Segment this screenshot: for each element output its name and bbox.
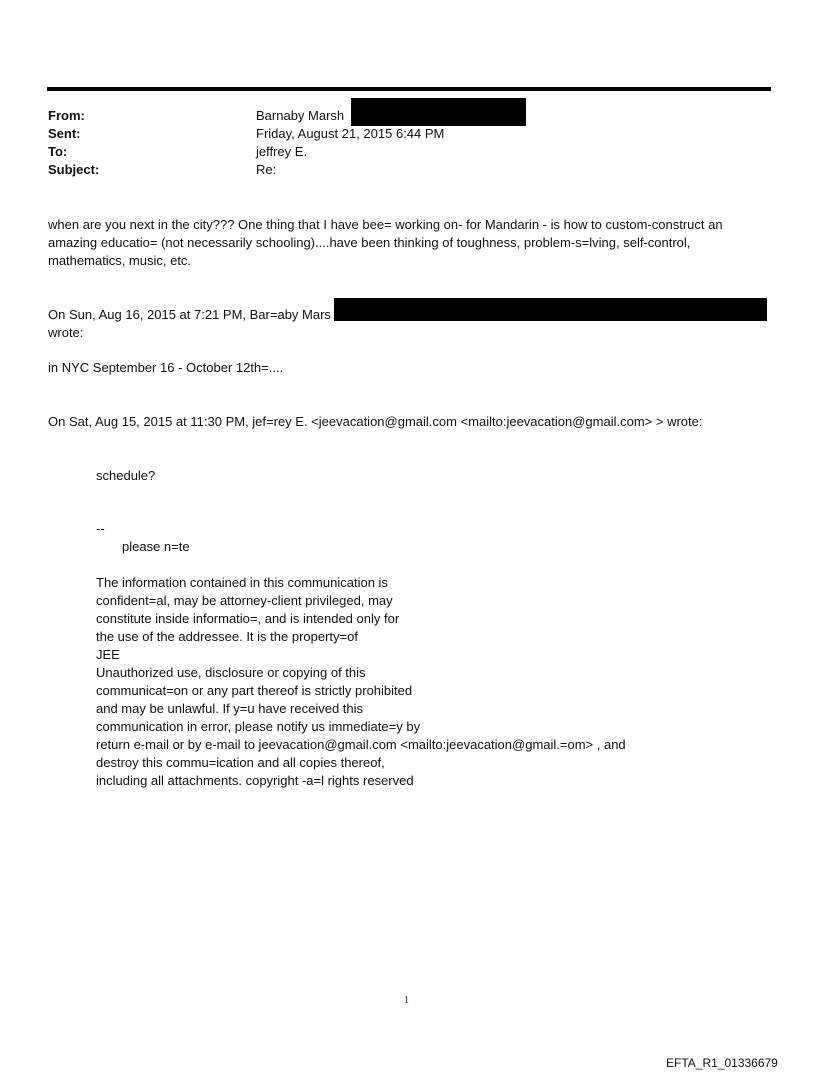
to-value: jeffrey E. [256,144,308,159]
body-line: mathematics, music, etc. [48,253,192,268]
subject-value: Re: [256,162,277,177]
body-line: amazing educatio= (not necessarily schooling)....have been thinking of toughness, problem-s=lving, self-control, [48,235,691,250]
quote-attribution: On Sun, Aug 16, 2015 at 7:21 PM, Bar=aby Mars [48,307,331,322]
disclaimer-line: communicat=on or any part thereof is strictly prohibited [96,683,413,698]
quote-text: in NYC September 16 - October 12th=.... [48,360,284,375]
disclaimer-line: JEE [96,647,120,662]
from-value: Barnaby Marsh [256,108,345,123]
body-line: when are you next in the city??? One thing that I have bee= working on- for Mandarin - is how to custom-construct an [48,217,723,232]
to-label: To: [48,144,68,159]
disclaimer-line: communication in error, please notify us immediate=y by [96,719,421,734]
disclaimer-line: and may be unlawful. If y=u have received this [96,701,364,716]
disclaimer-line: the use of the addressee. It is the property=of [96,629,358,644]
disclaimer-line: constitute inside informatio=, and is intended only for [96,611,400,626]
quote-attribution-wrote: wrote: [48,325,84,340]
redaction-block [334,298,767,321]
disclaimer-line: The information contained in this communication is [96,575,388,590]
disclaimer-line: destroy this commu=ication and all copies thereof, [96,755,385,770]
quote-text: schedule? [96,468,156,483]
sent-label: Sent: [48,126,81,141]
disclaimer-line: confident=al, may be attorney-client privileged, may [96,593,393,608]
subject-label: Subject: [48,162,100,177]
header-divider [47,87,771,91]
document-id: EFTA_R1_01336679 [666,1056,778,1070]
disclaimer-line: Unauthorized use, disclosure or copying of this [96,665,366,680]
disclaimer-line: including all attachments. copyright -a=l rights reserved [96,773,414,788]
signature-dashes: -- [96,521,105,536]
page-number: 1 [404,995,409,1006]
quote-attribution: On Sat, Aug 15, 2015 at 11:30 PM, jef=rey E. <jeevacation@gmail.com <mailto:jeevacation@gmail.com> > wrote: [48,414,703,429]
sent-value: Friday, August 21, 2015 6:44 PM [256,126,445,141]
redaction-block [351,98,526,126]
from-label: From: [48,108,85,123]
disclaimer-line: return e-mail or by e-mail to jeevacation@gmail.com <mailto:jeevacation@gmail.=om> , and [96,737,626,752]
signature-note: please n=te [122,539,190,554]
